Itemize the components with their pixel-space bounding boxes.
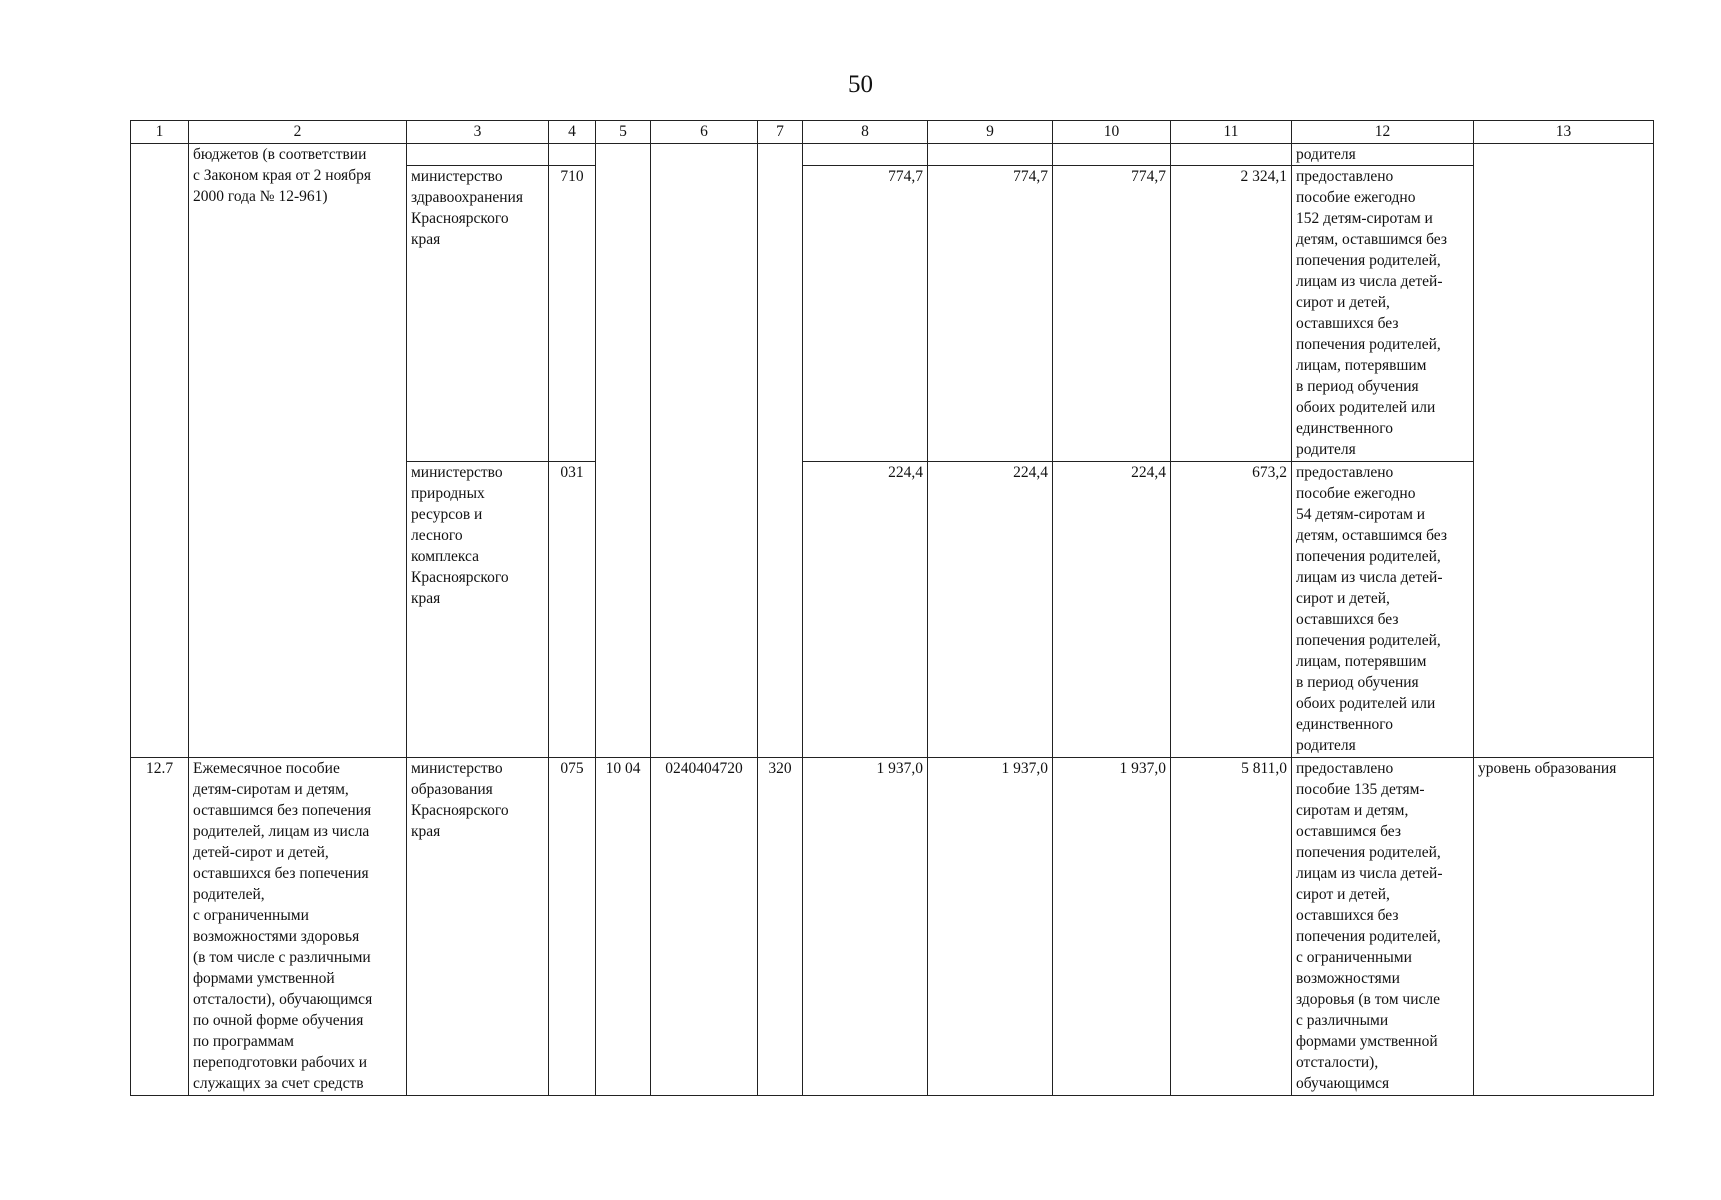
cell-result: предоставлено пособие ежегодно 54 детям-сиротам и детям, оставшимся без попечения родителей, лицам из числа детей- сирот и детей, оставшихся без попечения родителей, лицам, потерявшим в период обучения обоих родителей или единственного родителя	[1292, 462, 1474, 758]
header-cell: 7	[758, 121, 803, 144]
cell-year3: 1 937,0	[1053, 758, 1171, 1096]
header-cell: 8	[803, 121, 928, 144]
cell-col9	[928, 144, 1053, 166]
cell-expense-type: 320	[758, 758, 803, 1096]
budget-table	[130, 120, 1654, 1096]
cell-item-number: 12.7	[131, 758, 189, 1096]
cell-result: предоставлено пособие ежегодно 152 детям-сиротам и детям, оставшимся без попечения родителей, лицам из числа детей- сирот и детей, оставшихся без попечения родителей, лицам, потерявшим в период обучения обоих родителей или единственного родителя	[1292, 166, 1474, 462]
cell-code: 031	[549, 462, 596, 758]
table-row	[131, 144, 1654, 166]
cell-col3	[407, 144, 549, 166]
cell-year2: 224,4	[928, 462, 1053, 758]
cell-col1	[131, 144, 189, 758]
cell-code: 075	[549, 758, 596, 1096]
cell-col7	[758, 144, 803, 758]
cell-col6	[651, 144, 758, 758]
column-number-header	[131, 121, 1654, 144]
cell-description: бюджетов (в соответствии с Законом края от 2 ноября 2000 года № 12-961)	[189, 144, 407, 758]
header-cell: 5	[596, 121, 651, 144]
cell-agency: министерство природных ресурсов и лесного комплекса Красноярского края	[407, 462, 549, 758]
header-cell: 3	[407, 121, 549, 144]
cell-col13	[1474, 144, 1654, 758]
cell-total: 5 811,0	[1171, 758, 1292, 1096]
cell-year2: 1 937,0	[928, 758, 1053, 1096]
header-cell: 11	[1171, 121, 1292, 144]
cell-col8	[803, 144, 928, 166]
cell-year2: 774,7	[928, 166, 1053, 462]
cell-section: 10 04	[596, 758, 651, 1096]
cell-col11	[1171, 144, 1292, 166]
cell-year3: 774,7	[1053, 166, 1171, 462]
header-cell: 9	[928, 121, 1053, 144]
cell-result: предоставлено пособие 135 детям- сиротам и детям, оставшимся без попечения родителей, лицам из числа детей- сирот и детей, оставшихся без попечения родителей, с ограниченными возможностями здоровья (в том числе с различными формами умственной отсталости), обучающимся	[1292, 758, 1474, 1096]
header-cell: 4	[549, 121, 596, 144]
header-cell: 2	[189, 121, 407, 144]
table-row	[131, 758, 1654, 1096]
cell-description: Ежемесячное пособие детям-сиротам и детям, оставшимся без попечения родителей, лицам из числа детей-сирот и детей, оставшихся без попечения родителей, с ограниченными возможностями здоровья (в том числе с различными формами умственной отсталости), обучающимся по очной форме обучения по программам переподготовки рабочих и служащих за счет средств	[189, 758, 407, 1096]
cell-code: 710	[549, 166, 596, 462]
cell-year1: 224,4	[803, 462, 928, 758]
cell-agency: министерство здравоохранения Красноярского края	[407, 166, 549, 462]
cell-col10	[1053, 144, 1171, 166]
cell-col5	[596, 144, 651, 758]
header-cell: 10	[1053, 121, 1171, 144]
cell-col4	[549, 144, 596, 166]
cell-result: родителя	[1292, 144, 1474, 166]
cell-year1: 1 937,0	[803, 758, 928, 1096]
header-cell: 12	[1292, 121, 1474, 144]
header-cell: 13	[1474, 121, 1654, 144]
header-cell: 1	[131, 121, 189, 144]
cell-indicator: уровень образования	[1474, 758, 1654, 1096]
header-cell: 6	[651, 121, 758, 144]
cell-year1: 774,7	[803, 166, 928, 462]
cell-year3: 224,4	[1053, 462, 1171, 758]
cell-target-article: 0240404720	[651, 758, 758, 1096]
cell-total: 2 324,1	[1171, 166, 1292, 462]
cell-total: 673,2	[1171, 462, 1292, 758]
page-number: 50	[848, 71, 873, 98]
cell-agency: министерство образования Красноярского края	[407, 758, 549, 1096]
